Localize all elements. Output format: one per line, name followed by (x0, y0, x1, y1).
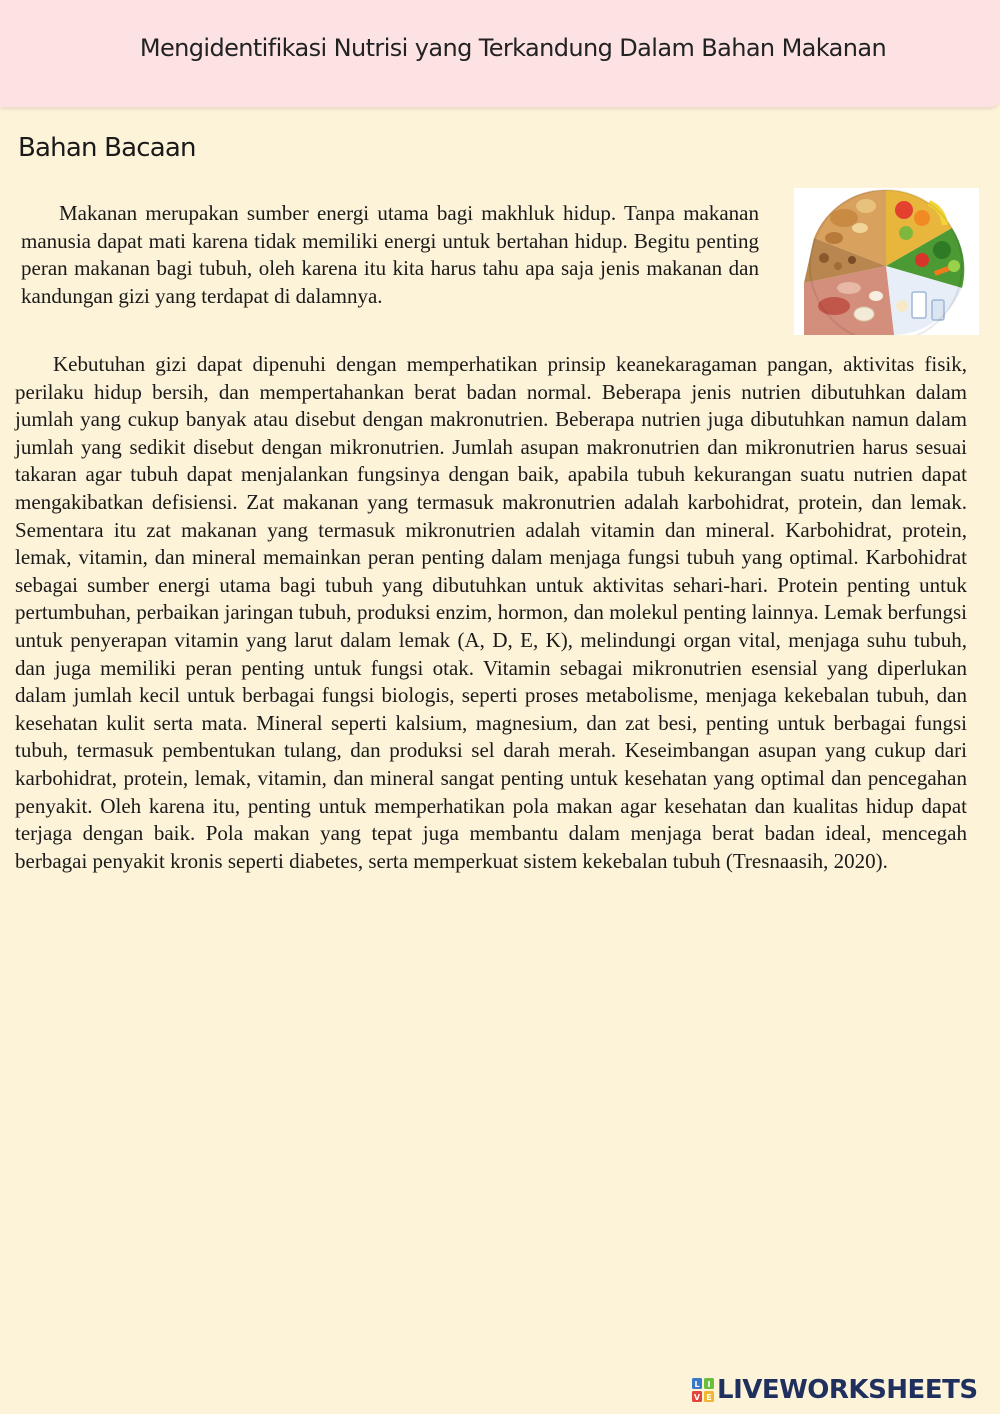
svg-text:I: I (707, 1380, 711, 1389)
section-heading: Bahan Bacaan (18, 133, 196, 163)
intro-paragraph: Makanan merupakan sumber energi utama bagi makhluk hidup. Tanpa makanan manusia dapat mati karena tidak memiliki energi untuk bertahan hidup. Begitu penting peran makanan bagi tubuh, oleh karena itu kita harus tahu apa saja jenis makanan dan kandungan gizi yang terdapat di dalamnya. (21, 201, 759, 308)
food-groups-plate-image (794, 188, 979, 335)
page-title: Mengidentifikasi Nutrisi yang Terkandung Dalam Bahan Makanan (139, 34, 887, 62)
header-band (0, 0, 1000, 107)
svg-text:E: E (706, 1393, 712, 1402)
svg-text:V: V (693, 1393, 701, 1402)
food-groups-plate-icon (794, 188, 979, 335)
svg-text:L: L (694, 1380, 700, 1389)
liveworksheets-mark-icon (692, 1378, 714, 1402)
liveworksheets-logo-text: LIVEWORKSHEETS (717, 1375, 978, 1405)
main-paragraph: Kebutuhan gizi dapat dipenuhi dengan memperhatikan prinsip keanekaragaman pangan, aktivitas fisik, perilaku hidup bersih, dan mempertahankan berat badan normal. Beberapa jenis nutrien dibutuhkan dalam jumlah yang cukup banyak atau disebut dengan makronutrien. Beberapa nutrien juga dibutuhkan namun dalam jumlah yang sedikit disebut dengan mikronutrien. Jumlah asupan makronutrien dan mikronutrien harus sesuai takaran agar tubuh dapat menjalankan fungsinya dengan baik, apabila tubuh kekurangan suatu nutrien dapat mengakibatkan defisiensi. Zat makanan yang termasuk makronutrien adalah karbohidrat, protein, dan lemak. Sementara itu zat makanan yang termasuk mikronutrien adalah vitamin dan mineral. Karbohidrat, protein, lemak, vitamin, dan mineral memainkan peran penting dalam menjaga fungsi tubuh yang optimal. Karbohidrat sebagai sumber energi utama bagi tubuh yang dibutuhkan untuk aktivitas sehari-hari. Protein penting untuk pertumbuhan, perbaikan jaringan tubuh, produksi enzim, hormon, dan molekul penting lainnya. Lemak berfungsi untuk penyerapan vitamin yang larut dalam lemak (A, D, E, K), melindungi organ vital, menjaga suhu tubuh, dan juga memiliki peran penting untuk fungsi otak. Vitamin sebagai mikronutrien esensial yang diperlukan dalam jumlah kecil untuk berbagai fungsi biologis, seperti proses metabolisme, menjaga kekebalan tubuh, dan kesehatan kulit serta mata. Mineral seperti kalsium, magnesium, dan zat besi, penting untuk berbagai fungsi tubuh, termasuk pembentukan tulang, dan produksi sel darah merah. Keseimbangan asupan yang cukup dari karbohidrat, protein, lemak, vitamin, dan mineral sangat penting untuk kesehatan yang optimal dan pencegahan penyakit. Oleh karena itu, penting untuk memperhatikan pola makan agar kesehatan dan kualitas hidup dapat terjaga dengan baik. Pola makan yang tepat juga membantu dalam menjaga berat badan ideal, mencegah berbagai penyakit kronis seperti diabetes, serta memperkuat sistem kekebalan tubuh (Tresnaasih, 2020). (15, 352, 967, 873)
liveworksheets-logo[interactable] (692, 1374, 988, 1406)
